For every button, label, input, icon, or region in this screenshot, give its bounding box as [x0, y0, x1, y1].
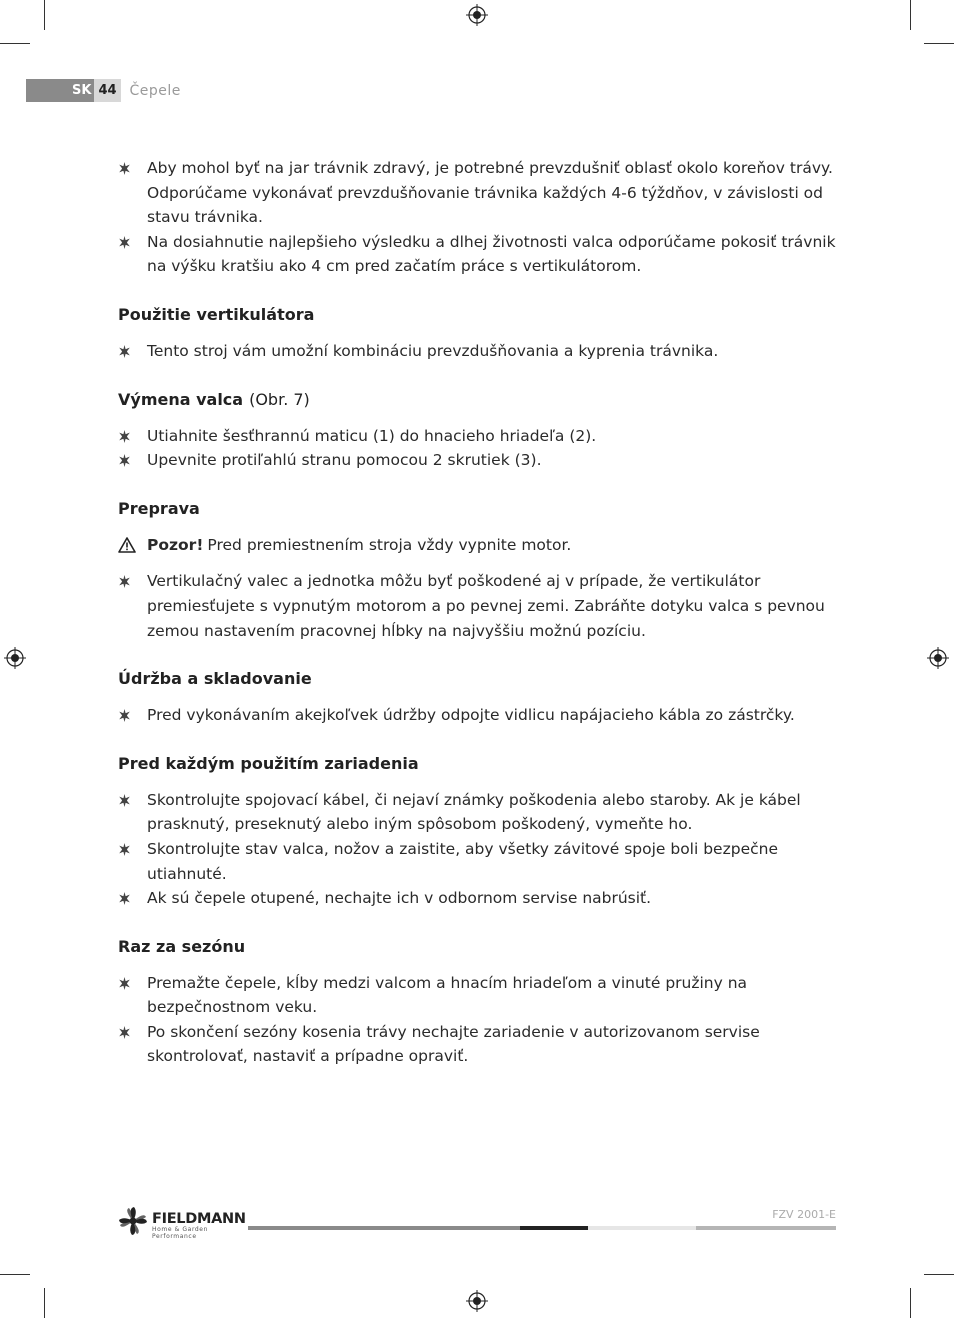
- registration-mark-icon: [927, 647, 949, 669]
- warning-icon: [118, 537, 136, 553]
- section-heading: Raz za sezónu: [118, 936, 246, 956]
- bullet-icon: [118, 430, 131, 443]
- footer-rule: [696, 1226, 836, 1230]
- bullet-icon: [118, 162, 131, 175]
- registration-mark-icon: [466, 4, 488, 26]
- crop-mark: [44, 1288, 45, 1318]
- footer-rule: [520, 1226, 588, 1230]
- warning-note: [118, 533, 838, 558]
- section-heading: Údržba a skladovanie: [118, 669, 312, 689]
- list-item: Vertikulačný valec a jednotka môžu byť poškodené aj v prípade, že vertikulátor premiesťujete s vypnutým motorom a po pevnej zemi. Zabráňte dotyku valca s pevnou zemou nastavením pracovnej hĺbky na najvyššiu možnú pozíciu.: [118, 569, 838, 643]
- list-item: Po skončení sezóny kosenia trávy nechajte zariadenie v autorizovanom servise skontrolovať, nastaviť a prípadne opraviť.: [118, 1020, 838, 1069]
- crop-mark: [0, 43, 30, 44]
- crop-mark: [0, 1274, 30, 1275]
- list-item: Utiahnite šesťhrannú maticu (1) do hnacieho hriadeľa (2).: [118, 424, 838, 449]
- section-before-use: [118, 752, 838, 911]
- page-header: [26, 79, 181, 102]
- warning-label: Pozor!: [147, 535, 204, 554]
- brand-tagline: Home & Garden Performance: [152, 1226, 209, 1240]
- bullet-icon: [118, 236, 131, 249]
- bullet-icon: [118, 454, 131, 467]
- section-roller-replacement: [118, 388, 838, 473]
- page-footer: [118, 1202, 836, 1242]
- section-heading: Preprava: [118, 498, 200, 518]
- bullet-icon: [118, 843, 131, 856]
- registration-mark-icon: [4, 647, 26, 669]
- page-content: [118, 156, 838, 1069]
- bullet-icon: [118, 1026, 131, 1039]
- bullet-icon: [118, 575, 131, 588]
- bullet-icon: [118, 794, 131, 807]
- list-item: Upevnite protiľahlú stranu pomocou 2 skrutiek (3).: [118, 448, 838, 473]
- crop-mark: [924, 43, 954, 44]
- brand-logo: [118, 1204, 248, 1240]
- model-number: FZV 2001-E: [772, 1208, 836, 1221]
- figure-reference: (Obr. 7): [249, 389, 310, 409]
- crop-mark: [924, 1274, 954, 1275]
- footer-rule: [588, 1226, 696, 1230]
- list-item: Tento stroj vám umožní kombináciu prevzdušňovania a kyprenia trávnika.: [118, 339, 838, 364]
- header-bar: [26, 79, 70, 102]
- section-heading: Pred každým použitím zariadenia: [118, 753, 419, 773]
- warning-text: Pred premiestnením stroja vždy vypnite motor.: [207, 535, 572, 554]
- list-item: Ak sú čepele otupené, nechajte ich v odbornom servise nabrúsiť.: [118, 886, 838, 911]
- crop-mark: [44, 0, 45, 30]
- language-code: SK: [70, 79, 94, 102]
- section-heading: Použitie vertikulátora: [118, 304, 315, 324]
- bullet-icon: [118, 345, 131, 358]
- section-transport: [118, 497, 838, 643]
- bullet-icon: [118, 892, 131, 905]
- section-maintenance: [118, 667, 838, 728]
- list-item: Premažte čepele, kĺby medzi valcom a hnacím hriadeľom a vinuté pružiny na bezpečnostnom veku.: [118, 971, 838, 1020]
- page-title: Čepele: [129, 82, 181, 99]
- section-intro: [118, 156, 838, 279]
- bullet-icon: [118, 709, 131, 722]
- section-heading: Výmena valca (Obr. 7): [118, 389, 310, 409]
- list-item: Na dosiahnutie najlepšieho výsledku a dlhej životnosti valca odporúčame pokosiť trávnik na výšku kratšiu ako 4 cm pred začatím práce s vertikulátorom.: [118, 230, 838, 279]
- list-item: Skontrolujte stav valca, nožov a zaistite, aby všetky závitové spoje boli bezpečne utiahnuté.: [118, 837, 838, 886]
- footer-rule: [248, 1226, 520, 1230]
- section-once-a-season: [118, 935, 838, 1069]
- crop-mark: [910, 1288, 911, 1318]
- fan-logo-icon: [118, 1206, 148, 1236]
- registration-mark-icon: [466, 1290, 488, 1312]
- list-item: Pred vykonávaním akejkoľvek údržby odpojte vidlicu napájacieho kábla zo zástrčky.: [118, 703, 838, 728]
- crop-mark: [910, 0, 911, 30]
- page-number: 44: [94, 79, 120, 102]
- list-item: Aby mohol byť na jar trávnik zdravý, je potrebné prevzdušniť oblasť okolo koreňov trávy. Odporúčame vykonávať prevzdušňovanie trávnika každých 4-6 týždňov, v závislosti od stavu trávnika.: [118, 156, 838, 230]
- bullet-icon: [118, 977, 131, 990]
- section-usage: [118, 303, 838, 364]
- brand-name: FIELDMANN: [152, 1211, 246, 1227]
- list-item: Skontrolujte spojovací kábel, či nejaví známky poškodenia alebo staroby. Ak je kábel prasknutý, preseknutý alebo iným spôsobom poškodený, vymeňte ho.: [118, 788, 838, 837]
